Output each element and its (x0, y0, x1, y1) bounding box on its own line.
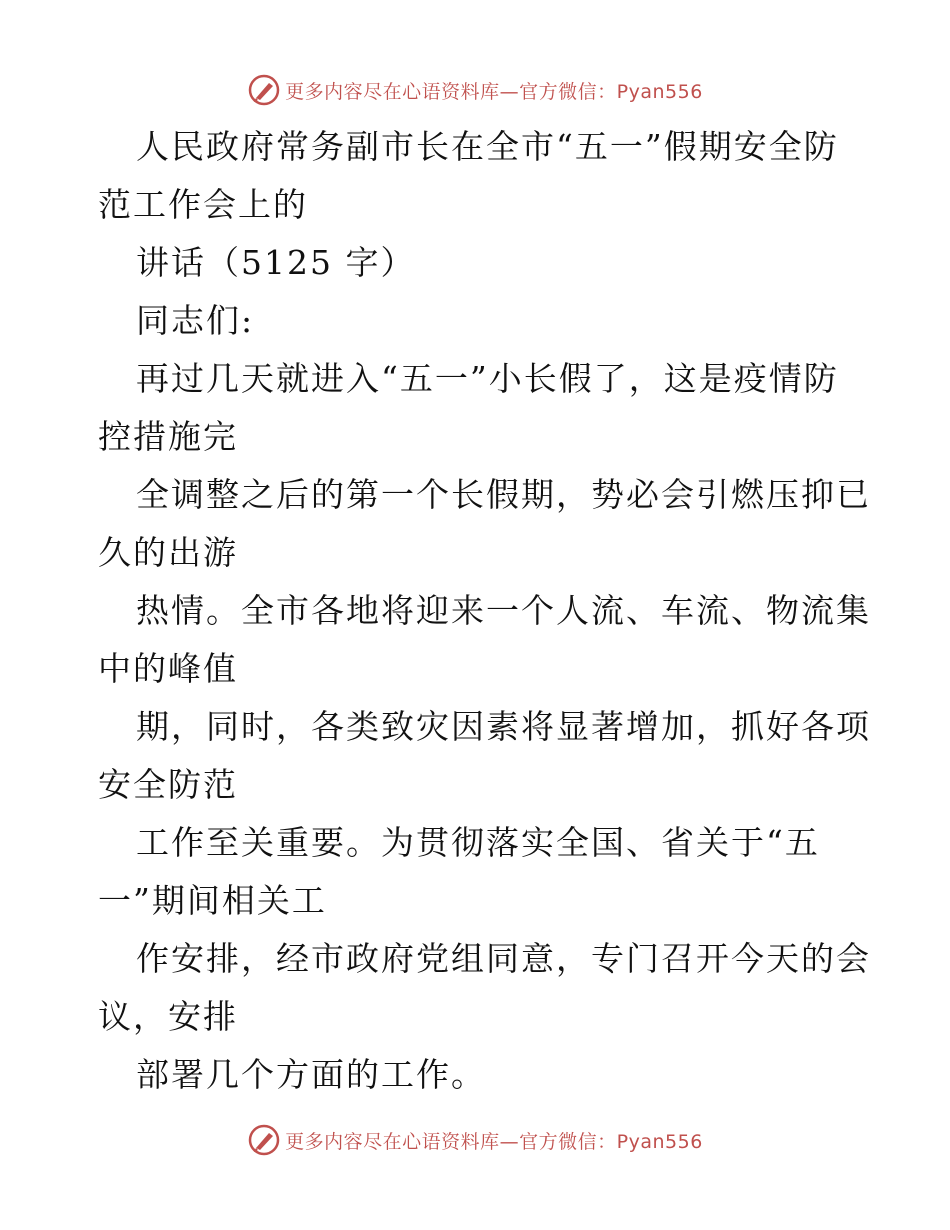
text-line: 作安排，经市政府党组同意，专门召开今天的会 (136, 939, 871, 978)
text-line: 讲话（5125 字） (136, 243, 416, 282)
document-body (98, 118, 871, 1104)
text-line: 安全防范 (98, 765, 238, 804)
header-banner (0, 70, 950, 110)
text-line: 部署几个方面的工作。 (136, 1055, 486, 1094)
banner-text: 更多内容尽在心语资料库—官方微信：Pyan556 (285, 1130, 703, 1153)
text-line: 再过几天就进入“五一”小长假了，这是疫情防 (136, 359, 839, 398)
text-line: 全调整之后的第一个长假期，势必会引燃压抑已 (136, 475, 871, 514)
text-line: 范工作会上的 (98, 185, 308, 224)
text-line: 期，同时，各类致灾因素将显著增加，抓好各项 (136, 707, 871, 746)
pen-logo-icon (247, 1123, 281, 1157)
text-line: 工作至关重要。为贯彻落实全国、省关于“五 (136, 823, 820, 862)
text-line: 中的峰值 (98, 649, 238, 688)
text-line: 议，安排 (98, 997, 238, 1036)
pen-logo-icon (247, 73, 281, 107)
text-line: 一”期间相关工 (98, 881, 327, 920)
text-line: 热情。全市各地将迎来一个人流、车流、物流集 (136, 591, 871, 630)
text-line: 控措施完 (98, 417, 238, 456)
text-line: 人民政府常务副市长在全市“五一”假期安全防 (136, 127, 839, 166)
banner-text: 更多内容尽在心语资料库—官方微信：Pyan556 (285, 80, 703, 103)
text-line: 同志们: (136, 301, 255, 340)
text-line: 久的出游 (98, 533, 238, 572)
footer-banner (0, 1120, 950, 1160)
